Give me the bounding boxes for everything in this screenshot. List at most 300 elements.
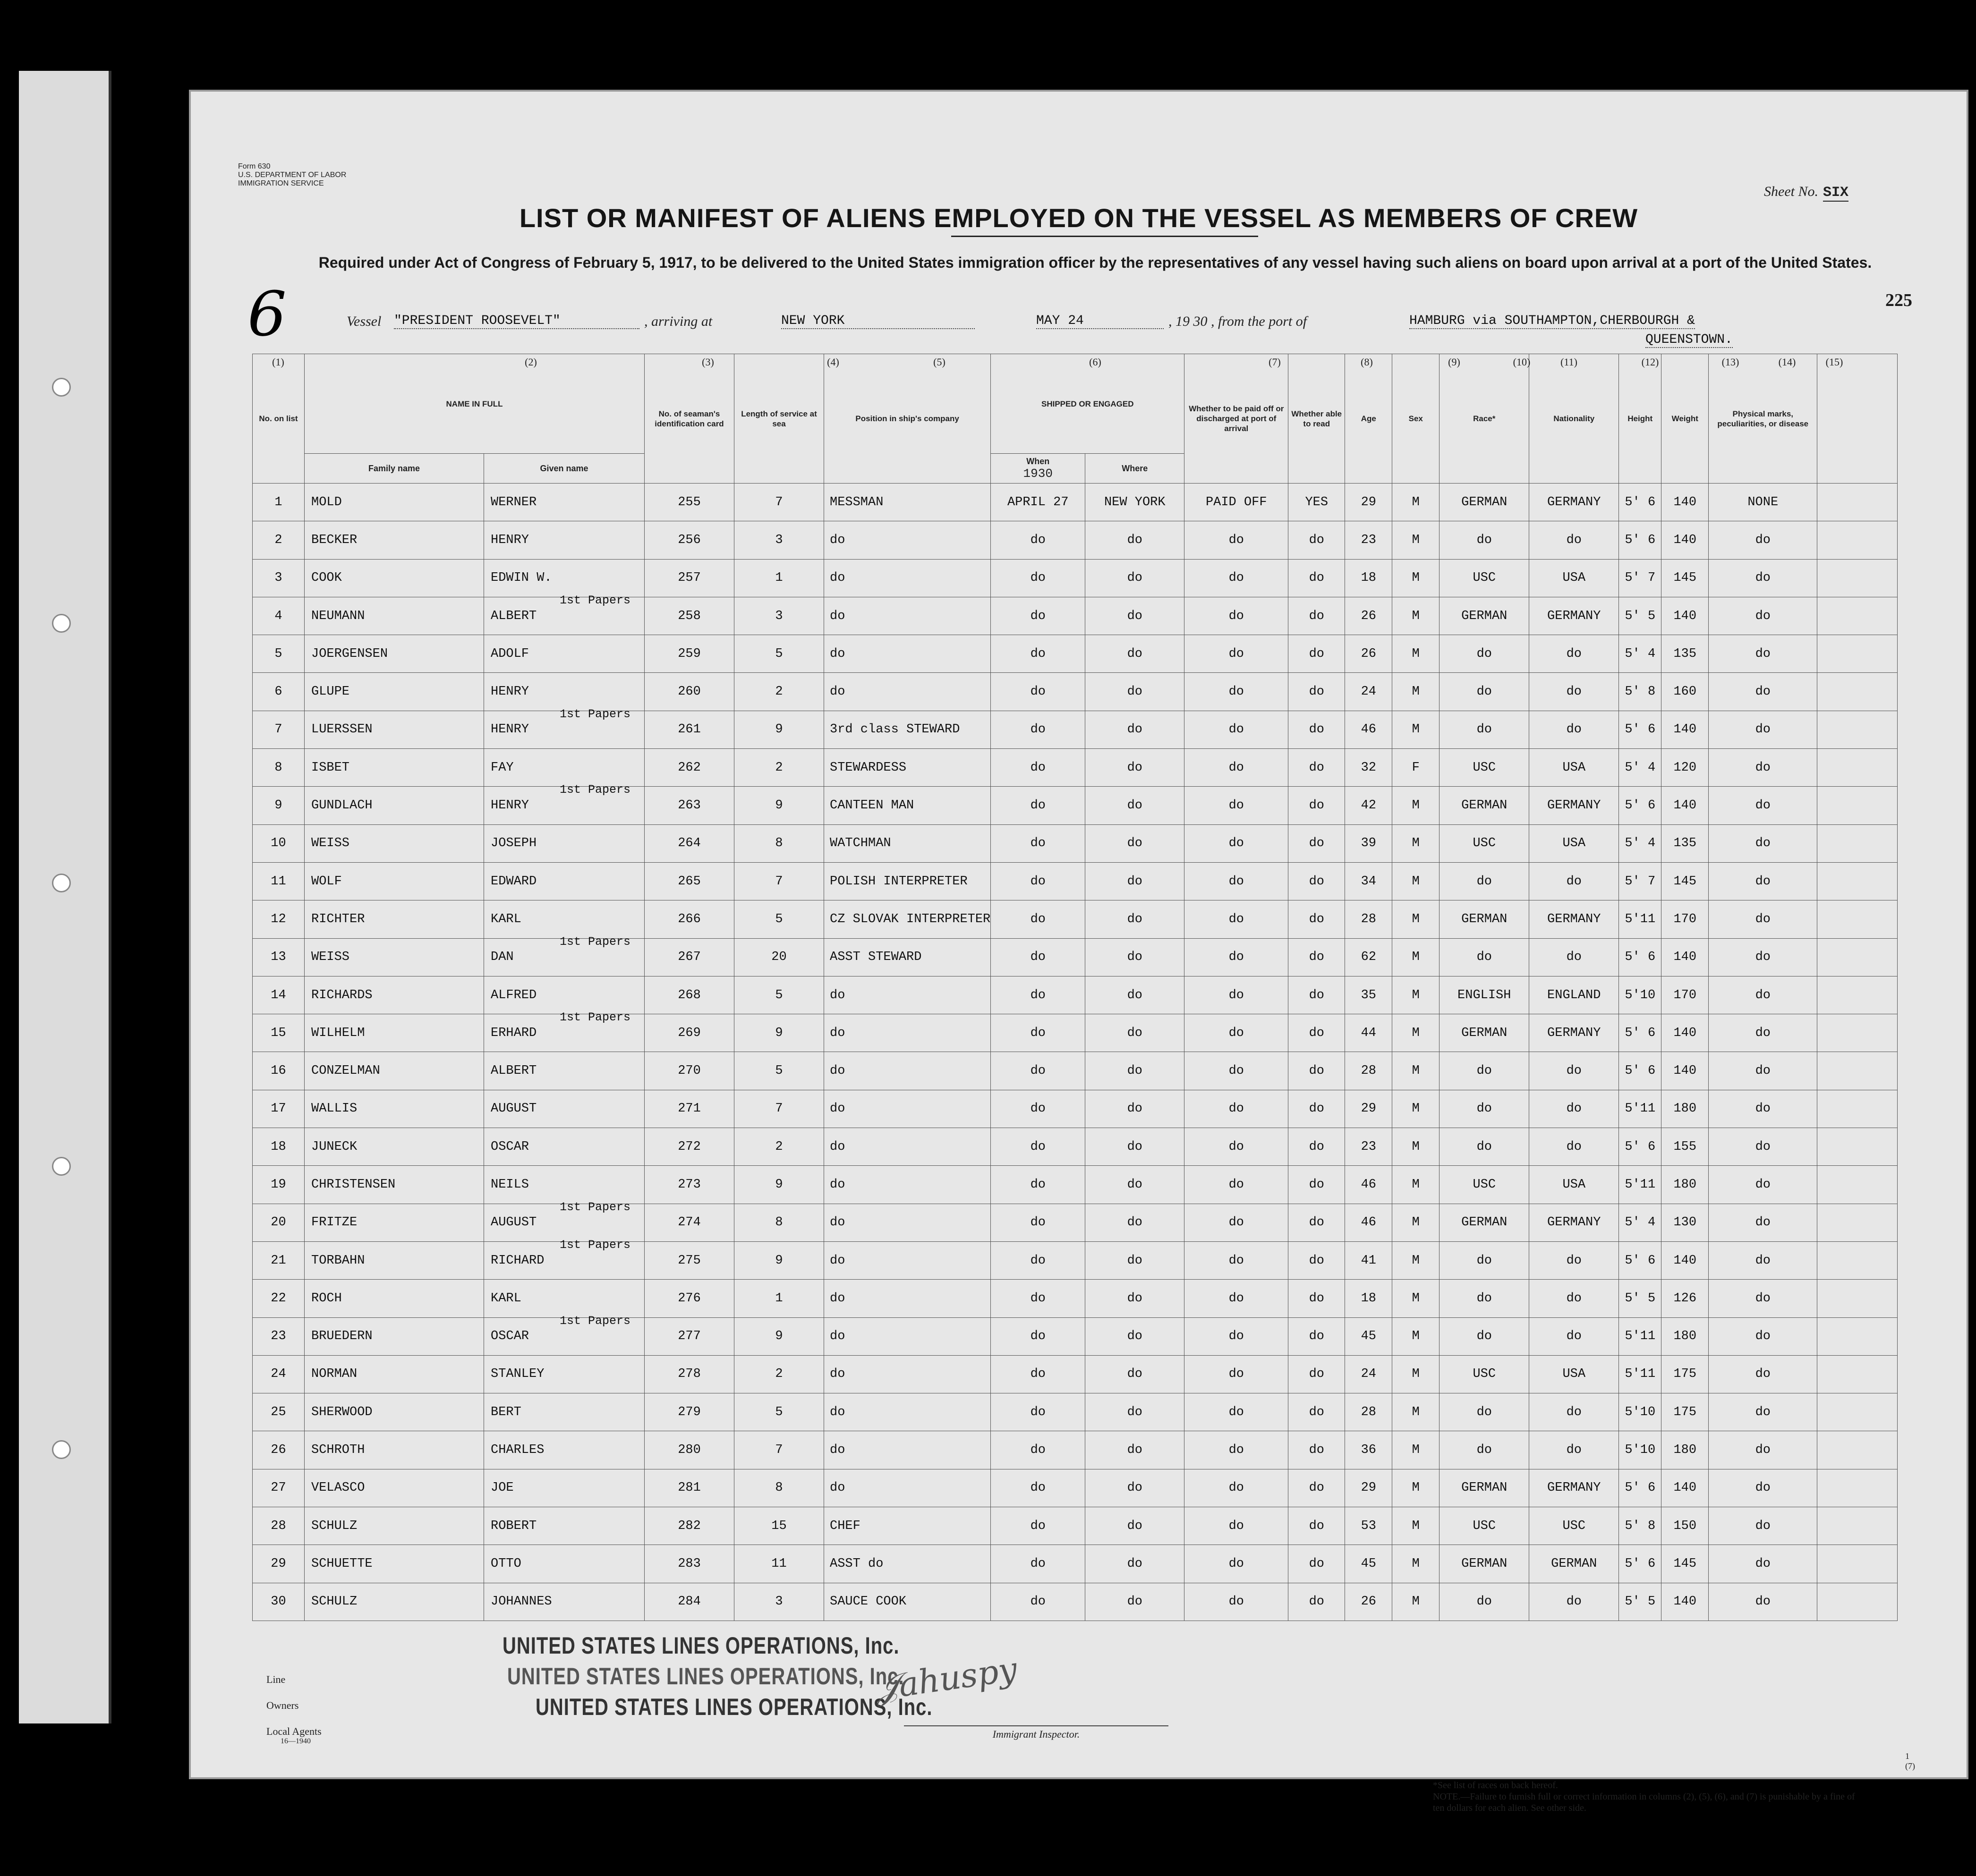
table-row xyxy=(253,635,1898,673)
age-value: 18 xyxy=(1361,571,1376,586)
cell-paid xyxy=(1184,862,1288,900)
age-value: 23 xyxy=(1361,1139,1376,1154)
age-value: 18 xyxy=(1361,1291,1376,1306)
cell-marks xyxy=(1709,1014,1817,1052)
cell-read xyxy=(1288,787,1345,824)
read-value: do xyxy=(1309,685,1324,699)
cell-race xyxy=(1439,1166,1529,1204)
position-value: SAUCE COOK xyxy=(830,1595,907,1609)
cell-age xyxy=(1345,635,1392,673)
cell-blank xyxy=(1817,1393,1898,1431)
when-value: do xyxy=(1030,1367,1046,1382)
cell-sex xyxy=(1392,597,1439,635)
inspector-label: Immigrant Inspector. xyxy=(904,1725,1168,1740)
cell-position xyxy=(824,938,991,976)
height-value: 5' 5 xyxy=(1625,609,1656,623)
cell-paid xyxy=(1184,597,1288,635)
cell-no xyxy=(253,749,305,787)
when-value: do xyxy=(1030,836,1046,851)
year-label: , 19 30 , from the port of xyxy=(1168,314,1307,329)
column-number: (14) xyxy=(1778,356,1796,368)
given-value: DAN xyxy=(491,950,514,965)
cell-blank xyxy=(1817,1241,1898,1279)
cell-height xyxy=(1619,787,1661,824)
card-value: 274 xyxy=(678,1215,701,1230)
cell-age xyxy=(1345,1583,1392,1621)
cell-service xyxy=(734,1431,824,1469)
family-value: GUNDLACH xyxy=(311,798,373,813)
cell-given xyxy=(484,484,645,521)
given-value: BERT xyxy=(491,1405,521,1419)
cell-blank xyxy=(1817,673,1898,711)
cell-weight xyxy=(1661,938,1709,976)
arriving-label: , arriving at xyxy=(644,314,713,329)
no-value: 4 xyxy=(274,609,282,623)
cell-sex xyxy=(1392,976,1439,1014)
cell-sex xyxy=(1392,1280,1439,1317)
cell-when xyxy=(991,938,1085,976)
cell-when xyxy=(991,1583,1085,1621)
cell-when xyxy=(991,1090,1085,1128)
cell-card xyxy=(645,484,734,521)
cell-card xyxy=(560,1238,734,1279)
cell-family xyxy=(305,711,484,748)
cell-race xyxy=(1439,635,1529,673)
nationality-value: do xyxy=(1566,1102,1582,1116)
cell-when xyxy=(991,1545,1085,1583)
cell-sex xyxy=(1392,824,1439,862)
cell-no xyxy=(253,1393,305,1431)
cell-given xyxy=(484,1090,645,1128)
when-value: do xyxy=(1030,1291,1046,1306)
given-value: EDWARD xyxy=(491,874,537,889)
no-value: 23 xyxy=(271,1329,286,1344)
cell-height xyxy=(1619,976,1661,1014)
table-row xyxy=(253,1469,1898,1507)
service-value: 1 xyxy=(775,571,783,586)
no-value: 8 xyxy=(274,760,282,775)
cell-age xyxy=(1345,673,1392,711)
cell-blank xyxy=(1817,1545,1898,1583)
cell-nationality xyxy=(1529,749,1619,787)
cell-height xyxy=(1619,1052,1661,1090)
where-value: do xyxy=(1127,1177,1142,1192)
cell-where xyxy=(1085,1128,1184,1166)
sheet-number-label: Sheet No. xyxy=(1764,184,1818,199)
form-code: 16—1940 xyxy=(281,1737,311,1745)
document-title: LIST OR MANIFEST OF ALIENS EMPLOYED ON THE VESSEL AS MEMBERS OF CREW xyxy=(519,203,1638,233)
cell-read xyxy=(1288,1128,1345,1166)
binder-strip xyxy=(19,71,111,1723)
race-value: do xyxy=(1476,533,1492,547)
read-value: do xyxy=(1309,1367,1324,1382)
cell-read xyxy=(1288,938,1345,976)
paid-value: do xyxy=(1228,912,1244,926)
cell-sex xyxy=(1392,673,1439,711)
agents-label: Local Agents xyxy=(266,1725,322,1737)
cell-family xyxy=(305,1469,484,1507)
position-value: do xyxy=(830,1102,845,1116)
cell-marks xyxy=(1709,673,1817,711)
cell-height xyxy=(1619,1583,1661,1621)
race-value: USC xyxy=(1473,1177,1496,1192)
when-value: do xyxy=(1030,760,1046,775)
paid-value: do xyxy=(1228,988,1244,1002)
cell-service xyxy=(734,559,824,597)
position-value: do xyxy=(830,1443,845,1458)
nationality-value: do xyxy=(1566,1064,1582,1078)
marks-value: do xyxy=(1755,836,1771,851)
cell-given xyxy=(484,1469,645,1507)
weight-value: 145 xyxy=(1673,1556,1697,1571)
cell-card xyxy=(645,1355,734,1393)
where-value: do xyxy=(1127,760,1142,775)
cell-race xyxy=(1439,1128,1529,1166)
given-value: FAY xyxy=(491,760,514,775)
cell-position xyxy=(824,1393,991,1431)
marks-value: do xyxy=(1755,798,1771,813)
col-when-year: 1930 xyxy=(1023,466,1053,481)
read-value: do xyxy=(1309,1177,1324,1192)
crew-table xyxy=(252,354,1898,1621)
paid-value: do xyxy=(1228,1026,1244,1040)
age-value: 39 xyxy=(1361,836,1376,851)
cell-read xyxy=(1288,635,1345,673)
paid-value: do xyxy=(1228,1177,1244,1192)
age-value: 62 xyxy=(1361,950,1376,965)
cell-blank xyxy=(1817,1052,1898,1090)
cell-family xyxy=(305,787,484,824)
marks-value: do xyxy=(1755,1519,1771,1533)
cell-sex xyxy=(1392,1166,1439,1204)
col-when-label: When xyxy=(1026,456,1050,466)
cell-given xyxy=(484,635,645,673)
cell-where xyxy=(1085,484,1184,521)
position-value: do xyxy=(830,1405,845,1419)
no-value: 1 xyxy=(274,495,282,509)
cell-sex xyxy=(1392,635,1439,673)
family-value: ISBET xyxy=(311,760,350,775)
cell-height xyxy=(1619,1507,1661,1545)
cell-read xyxy=(1288,900,1345,938)
no-value: 13 xyxy=(271,950,286,965)
cell-service xyxy=(734,1545,824,1583)
read-value: do xyxy=(1309,798,1324,813)
cell-blank xyxy=(1817,1280,1898,1317)
paid-value: do xyxy=(1228,685,1244,699)
cell-where xyxy=(1085,900,1184,938)
cell-nationality xyxy=(1529,484,1619,521)
position-value: do xyxy=(830,1329,845,1344)
family-value: SCHULZ xyxy=(311,1595,358,1609)
col-seaman-card: No. of seaman's identification card xyxy=(645,354,734,484)
cell-when xyxy=(991,711,1085,748)
position-value: do xyxy=(830,1481,845,1495)
table-row xyxy=(253,673,1898,711)
cell-height xyxy=(1619,1355,1661,1393)
cell-given xyxy=(484,1507,645,1545)
cell-height xyxy=(1619,1204,1661,1241)
cell-service xyxy=(734,1014,824,1052)
sex-value: M xyxy=(1412,1026,1420,1040)
cell-race xyxy=(1439,938,1529,976)
column-number: (5) xyxy=(933,356,945,368)
cell-height xyxy=(1619,749,1661,787)
read-value: do xyxy=(1309,1064,1324,1078)
cell-race xyxy=(1439,862,1529,900)
cell-family xyxy=(305,673,484,711)
paid-value: do xyxy=(1228,1556,1244,1571)
cell-paid xyxy=(1184,1583,1288,1621)
cell-height xyxy=(1619,862,1661,900)
cell-read xyxy=(1288,749,1345,787)
read-value: do xyxy=(1309,1291,1324,1306)
service-value: 11 xyxy=(771,1556,787,1571)
papers-note: 1st Papers xyxy=(560,707,631,721)
age-value: 24 xyxy=(1361,1367,1376,1382)
cell-marks xyxy=(1709,484,1817,521)
cell-service xyxy=(734,1204,824,1241)
cell-age xyxy=(1345,1204,1392,1241)
cell-family xyxy=(305,1507,484,1545)
cell-age xyxy=(1345,711,1392,748)
height-value: 5' 6 xyxy=(1625,722,1656,737)
cell-read xyxy=(1288,1317,1345,1355)
cell-when xyxy=(991,1317,1085,1355)
cell-card xyxy=(560,934,734,976)
nationality-value: USA xyxy=(1562,760,1586,775)
cell-position xyxy=(824,900,991,938)
column-number: (12) xyxy=(1641,356,1659,368)
cell-age xyxy=(1345,1241,1392,1279)
cell-when xyxy=(991,976,1085,1014)
marks-value: do xyxy=(1755,685,1771,699)
cell-where xyxy=(1085,824,1184,862)
card-value: 284 xyxy=(678,1595,701,1609)
marks-value: NONE xyxy=(1747,495,1779,509)
family-value: SCHUETTE xyxy=(311,1556,373,1571)
sex-value: F xyxy=(1412,760,1420,775)
read-value: do xyxy=(1309,722,1324,737)
cell-family xyxy=(305,1128,484,1166)
sex-value: M xyxy=(1412,533,1420,547)
age-value: 53 xyxy=(1361,1519,1376,1533)
papers-note: 1st Papers xyxy=(560,783,631,797)
column-number: (8) xyxy=(1361,356,1373,368)
cell-service xyxy=(734,711,824,748)
marks-value: do xyxy=(1755,1102,1771,1116)
sex-value: M xyxy=(1412,950,1420,965)
cell-family xyxy=(305,1014,484,1052)
age-value: 42 xyxy=(1361,798,1376,813)
marks-value: do xyxy=(1755,760,1771,775)
cell-read xyxy=(1288,1014,1345,1052)
weight-value: 140 xyxy=(1673,722,1697,737)
cell-given xyxy=(484,900,645,938)
department-name: U.S. DEPARTMENT OF LABOR xyxy=(238,171,347,179)
cell-nationality xyxy=(1529,1014,1619,1052)
given-value: AUGUST xyxy=(491,1102,537,1116)
cell-race xyxy=(1439,1014,1529,1052)
cell-age xyxy=(1345,900,1392,938)
cell-weight xyxy=(1661,1469,1709,1507)
cell-family xyxy=(305,1393,484,1431)
position-value: do xyxy=(830,646,845,661)
cell-read xyxy=(1288,1469,1345,1507)
cell-read xyxy=(1288,1583,1345,1621)
footer xyxy=(252,1633,1919,1813)
vessel-label: Vessel xyxy=(347,314,382,329)
when-value: do xyxy=(1030,1102,1046,1116)
service-value: 3 xyxy=(775,533,783,547)
cell-when xyxy=(991,597,1085,635)
no-value: 19 xyxy=(271,1177,286,1192)
weight-value: 120 xyxy=(1673,760,1697,775)
no-value: 27 xyxy=(271,1481,286,1495)
cell-where xyxy=(1085,1355,1184,1393)
nationality-value: do xyxy=(1566,1253,1582,1268)
col-paid-off: Whether to be paid off or discharged at port of arrival xyxy=(1184,354,1288,484)
cell-position xyxy=(824,976,991,1014)
cell-weight xyxy=(1661,521,1709,559)
service-value: 20 xyxy=(771,950,787,965)
when-value: do xyxy=(1030,571,1046,586)
cell-height xyxy=(1619,1431,1661,1469)
cell-paid xyxy=(1184,938,1288,976)
service-value: 2 xyxy=(775,1139,783,1154)
cell-age xyxy=(1345,938,1392,976)
cell-race xyxy=(1439,484,1529,521)
race-value: do xyxy=(1476,1291,1492,1306)
cell-marks xyxy=(1709,1166,1817,1204)
cell-height xyxy=(1619,1393,1661,1431)
cell-weight xyxy=(1661,900,1709,938)
card-value: 263 xyxy=(678,798,701,813)
service-value: 5 xyxy=(775,988,783,1002)
cell-marks xyxy=(1709,938,1817,976)
age-value: 26 xyxy=(1361,609,1376,623)
cell-height xyxy=(1619,1014,1661,1052)
age-value: 26 xyxy=(1361,646,1376,661)
service-value: 3 xyxy=(775,1595,783,1609)
height-value: 5' 6 xyxy=(1625,1026,1656,1040)
service-value: 5 xyxy=(775,912,783,926)
marks-value: do xyxy=(1755,988,1771,1002)
age-value: 45 xyxy=(1361,1556,1376,1571)
read-value: do xyxy=(1309,1329,1324,1344)
cell-where xyxy=(1085,1469,1184,1507)
cell-card xyxy=(645,862,734,900)
height-value: 5' 6 xyxy=(1625,495,1656,509)
when-value: do xyxy=(1030,1329,1046,1344)
height-value: 5' 6 xyxy=(1625,950,1656,965)
cell-blank xyxy=(1817,1355,1898,1393)
document-subtitle: Required under Act of Congress of February 5, 1917, to be delivered to the United States immigration officer by the representatives of any vessel having such aliens on board upon arrival at a port of the United States. xyxy=(318,254,1872,271)
nationality-value: USA xyxy=(1562,1367,1586,1382)
cell-blank xyxy=(1817,938,1898,976)
vessel-name: "PRESIDENT ROOSEVELT" xyxy=(394,314,639,329)
cell-position xyxy=(824,484,991,521)
height-value: 5' 6 xyxy=(1625,1556,1656,1571)
cell-given xyxy=(484,1128,645,1166)
race-value: do xyxy=(1476,1329,1492,1344)
given-value: ROBERT xyxy=(491,1519,537,1533)
read-value: do xyxy=(1309,988,1324,1002)
cell-when xyxy=(991,1507,1085,1545)
cell-blank xyxy=(1817,597,1898,635)
cell-service xyxy=(734,900,824,938)
when-value: do xyxy=(1030,722,1046,737)
cell-nationality xyxy=(1529,900,1619,938)
cell-card xyxy=(645,1507,734,1545)
column-number: (10) xyxy=(1513,356,1531,368)
table-row xyxy=(253,711,1898,748)
table-row xyxy=(253,1166,1898,1204)
cell-read xyxy=(1288,1545,1345,1583)
cell-service xyxy=(734,938,824,976)
where-value: do xyxy=(1127,685,1142,699)
where-value: do xyxy=(1127,571,1142,586)
weight-value: 150 xyxy=(1673,1519,1697,1533)
card-value: 272 xyxy=(678,1139,701,1154)
read-value: do xyxy=(1309,571,1324,586)
cell-age xyxy=(1345,862,1392,900)
marks-value: do xyxy=(1755,1595,1771,1609)
owners-label: Owners xyxy=(266,1699,299,1711)
position-value: ASST do xyxy=(830,1556,884,1571)
cell-race xyxy=(1439,749,1529,787)
cell-card xyxy=(645,976,734,1014)
title-underline xyxy=(951,236,1258,237)
cell-weight xyxy=(1661,1317,1709,1355)
race-value: USC xyxy=(1473,1519,1496,1533)
cell-where xyxy=(1085,1317,1184,1355)
cell-card xyxy=(560,783,734,824)
read-value: do xyxy=(1309,1139,1324,1154)
family-value: BRUEDERN xyxy=(311,1329,373,1344)
form-number: Form 630 xyxy=(238,162,271,170)
cell-read xyxy=(1288,1052,1345,1090)
cell-weight xyxy=(1661,976,1709,1014)
table-row xyxy=(253,484,1898,521)
cell-card xyxy=(645,1393,734,1431)
cell-where xyxy=(1085,938,1184,976)
column-number: (7) xyxy=(1269,356,1281,368)
cell-given xyxy=(484,1355,645,1393)
position-value: POLISH INTERPRETER xyxy=(830,874,968,889)
cell-card xyxy=(645,1583,734,1621)
cell-age xyxy=(1345,1166,1392,1204)
family-value: WALLIS xyxy=(311,1102,358,1116)
card-value: 273 xyxy=(678,1177,701,1192)
column-number: (3) xyxy=(702,356,714,368)
cell-read xyxy=(1288,1431,1345,1469)
paid-value: do xyxy=(1228,1481,1244,1495)
age-value: 28 xyxy=(1361,1064,1376,1078)
vessel-line xyxy=(252,314,1919,347)
cell-blank xyxy=(1817,1204,1898,1241)
cell-nationality xyxy=(1529,521,1619,559)
table-row xyxy=(253,1090,1898,1128)
given-value: OSCAR xyxy=(491,1139,529,1154)
cell-paid xyxy=(1184,976,1288,1014)
cell-nationality xyxy=(1529,1128,1619,1166)
nationality-value: GERMANY xyxy=(1547,798,1601,813)
cell-no xyxy=(253,673,305,711)
read-value: do xyxy=(1309,1595,1324,1609)
race-value: do xyxy=(1476,1405,1492,1419)
age-value: 46 xyxy=(1361,1215,1376,1230)
